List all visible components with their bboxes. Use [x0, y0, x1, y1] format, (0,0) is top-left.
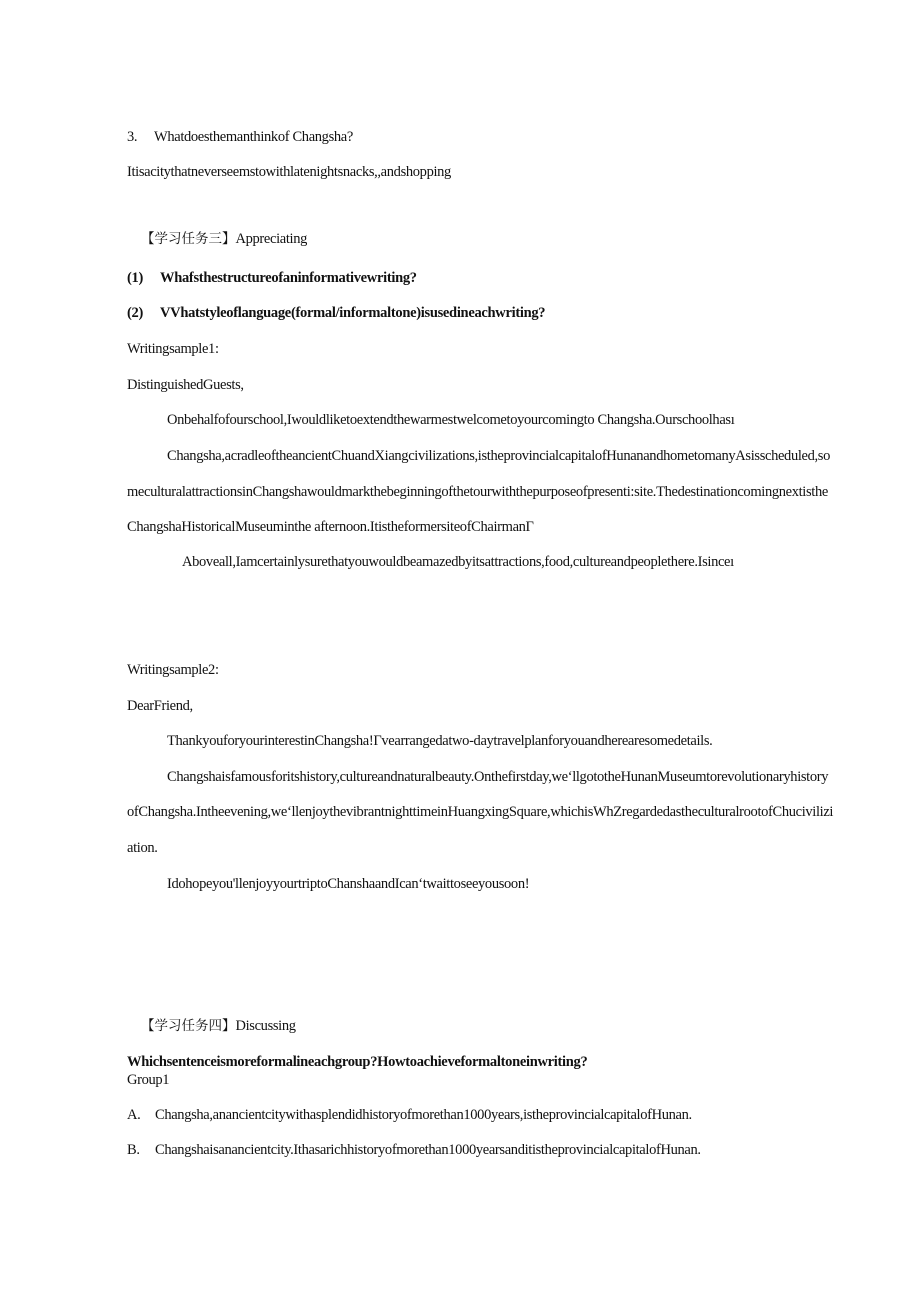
sample1-line: Aboveall,Iamcertainlysurethatyouwouldbeamazedbyitsattractions,food,cultureandpeoplethere.Isinceı	[182, 554, 734, 570]
sample1-line: Changsha,acradleoftheancientChuandXiangcivilizations,istheprovincialcapitalofHunanandhometomanyAsisscheduled,so	[167, 448, 830, 464]
sample1-line: ChangshaHistoricalMuseuminthe afternoon.ItistheformersiteofChairmanΓ	[127, 519, 534, 535]
sample1-line: Onbehalfofourschool,Iwouldliketoextendthewarmestwelcometoyourcomingto Changsha.Ourschoolhası	[167, 412, 735, 428]
sample1-line: meculturalattractionsinChangshawouldmarkthebeginningofthetourwiththepurposeofpresenti:site.Thedestinationcomingnextisthe	[127, 484, 828, 500]
q2-text: VVhatstyleoflanguage(formal/informaltone)isusedineachwriting?	[160, 305, 546, 321]
task3-heading	[141, 230, 307, 248]
option-a-text: Changsha,anancientcitywithasplendidhistoryofmorethan1000years,istheprovincialcapitalofHunan.	[155, 1107, 692, 1123]
q2-number: (2)	[127, 305, 144, 321]
task4-title: Discussing	[235, 1018, 296, 1034]
task4-bracket-title: 【学习任务四】	[141, 1018, 236, 1034]
sample2-heading: Writingsample2:	[127, 662, 219, 678]
q1-number: (1)	[127, 270, 144, 286]
group-label: Group1	[127, 1072, 170, 1088]
sample1-heading: Writingsample1:	[127, 341, 219, 357]
sample1-salutation: DistinguishedGuests,	[127, 377, 244, 393]
task3-question-2	[127, 304, 545, 322]
sample2-line: ofChangsha.Intheevening,we‘llenjoythevibrantnighttimeinHuangxingSquare,whichisWhZregardedastheculturalrootofChucivilizi	[127, 804, 834, 820]
sample2-line: Changshaisfamousforitshistory,cultureandnaturalbeauty.Onthefirstday,we‘llgototheHunanMuseumtorevolutionaryhistory	[167, 769, 829, 785]
question-number: 3.	[127, 129, 138, 145]
sample2-line: Idohopeyou'llenjoyyourtriptoChanshaandIcan‘twaittoseeyousoon!	[167, 876, 530, 892]
task4-heading	[141, 1017, 296, 1035]
answer-3: Itisacitythatneverseemstowithlatenightsnacks,,andshopping	[127, 164, 451, 180]
option-a	[127, 1106, 692, 1124]
question-3	[127, 128, 353, 146]
option-b-text: Changshaisanancientcity.Ithasarichhistoryofmorethan1000yearsanditistheprovincialcapitalofHunan.	[155, 1142, 701, 1158]
task3-title: Appreciating	[235, 231, 307, 247]
sample2-line: ation.	[127, 840, 158, 856]
option-b-label: B.	[127, 1142, 140, 1158]
task4-question: Whichsentenceismoreformalineachgroup?Howtoachieveformaltoneinwriting?	[127, 1054, 588, 1070]
sample2-line: ThankyouforyourinterestinChangsha!Γvearrangedatwo-daytravelplanforyouandherearesomedetails.	[167, 733, 713, 749]
q1-text: Whafsthestructureofaninformativewriting?	[160, 270, 417, 286]
sample2-salutation: DearFriend,	[127, 698, 193, 714]
option-b	[127, 1141, 701, 1159]
option-a-label: A.	[127, 1107, 141, 1123]
question-text: Whatdoesthemanthinkof Changsha?	[154, 129, 353, 145]
task3-bracket-title: 【学习任务三】	[141, 231, 236, 247]
task3-question-1	[127, 269, 417, 287]
